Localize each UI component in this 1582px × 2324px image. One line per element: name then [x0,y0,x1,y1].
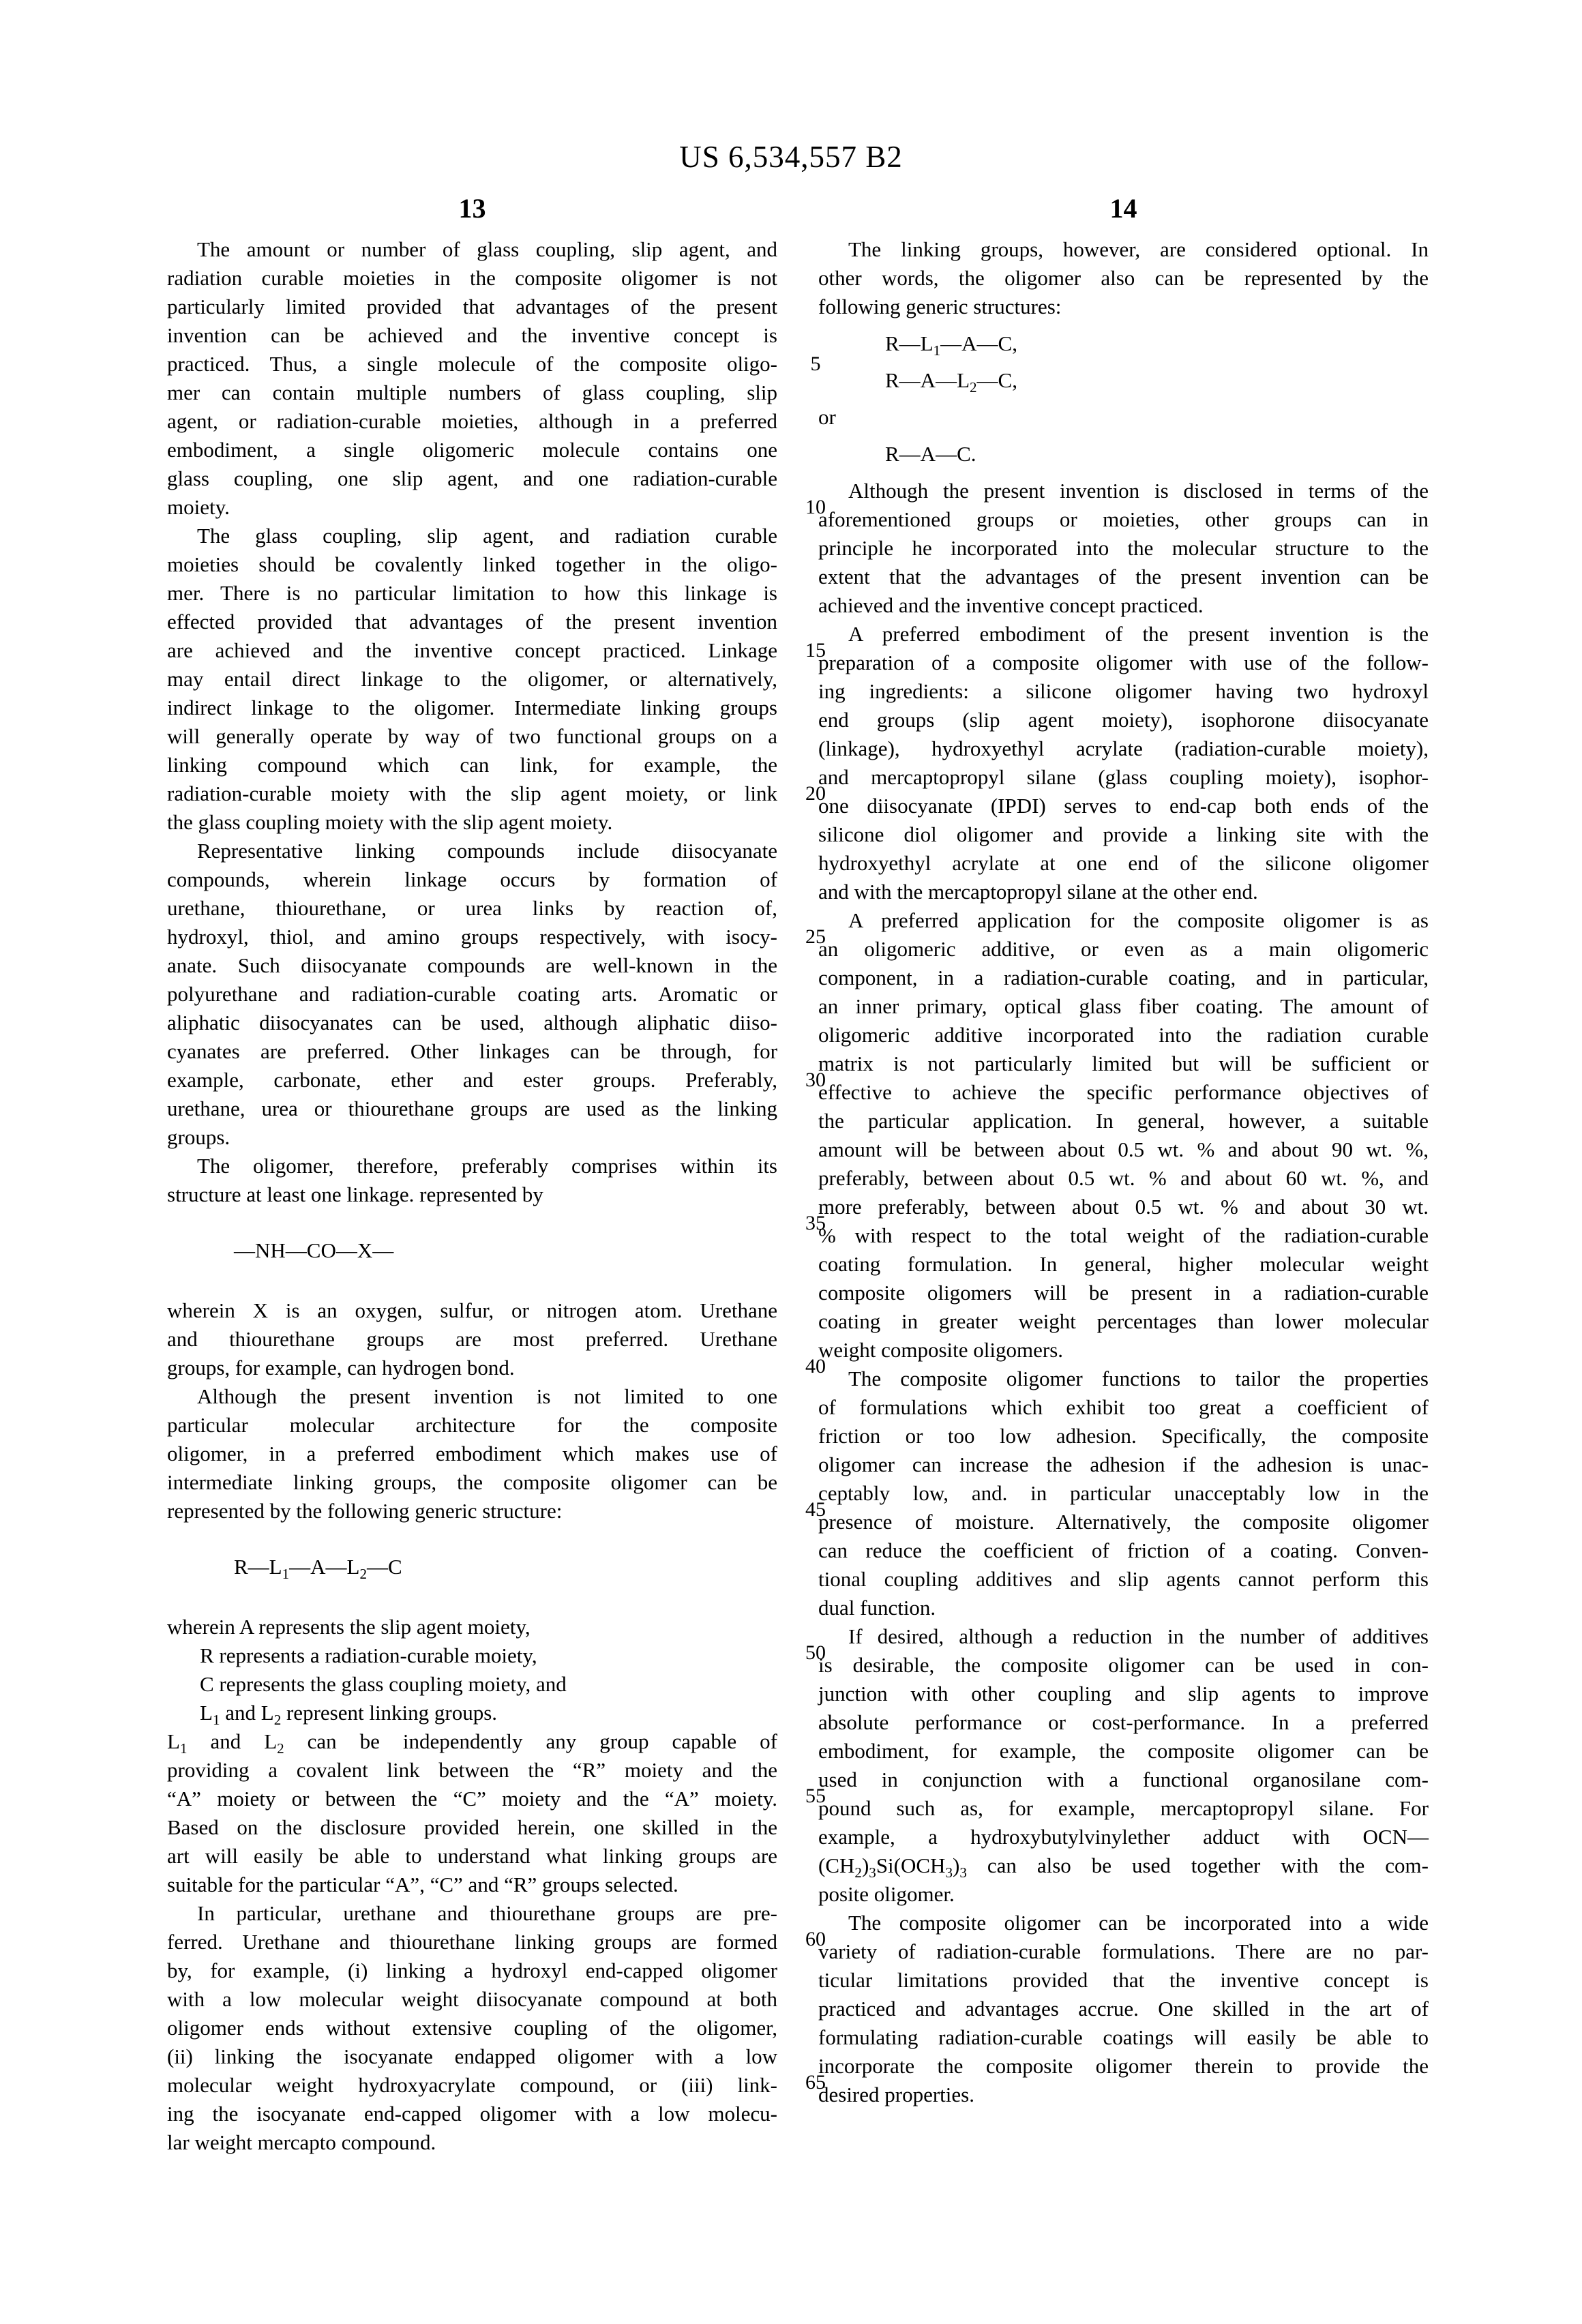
text-line: component, in a radiation-curable coating, and in particular, [818,966,1429,989]
text-line: weight composite oligomers. [818,1338,1064,1362]
text-line: oligomer, in a preferred embodiment which makes use of [167,1442,777,1465]
text-line: The glass coupling, slip agent, and radiation curable [197,524,777,548]
text-line: embodiment, a single oligomeric molecule contains one [167,438,777,462]
text-line: lar weight mercapto compound. [167,2130,436,2154]
text-line: used in conjunction with a functional organosilane com- [818,1768,1429,1791]
text-line: wherein A represents the slip agent moiety, [167,1615,531,1639]
text-line: can reduce the coefficient of friction of a coating. Conven- [818,1538,1429,1562]
text-line: moieties should be covalently linked together in the oligo- [167,552,777,576]
text-line: providing a covalent link between the “R” moiety and the [167,1758,777,1782]
line-number: 10 [805,496,826,518]
text-line: example, carbonate, ether and ester groups. Preferably, [167,1068,777,1092]
text-line: ceptably low, and. in particular unacceptably low in the [818,1481,1429,1505]
line-number: 20 [805,782,826,805]
line-number: 55 [805,1785,826,1807]
text-line: the particular application. In general, however, a suitable [818,1109,1429,1133]
column-number-left: 13 [458,193,486,224]
line-number: 30 [805,1069,826,1091]
text-line: ticular limitations provided that the inventive concept is [818,1968,1429,1992]
text-line: groups, for example, can hydrogen bond. [167,1356,515,1380]
text-line: dual function. [818,1596,936,1620]
line-number: 45 [805,1498,826,1521]
line-number: 5 [810,353,821,375]
text-line: particularly limited provided that advantages of the present [167,295,777,318]
text-line: A preferred application for the composite oligomer is as [848,908,1429,932]
text-line: achieved and the inventive concept practiced. [818,593,1204,617]
text-line: friction or too low adhesion. Specifically, the composite [818,1424,1429,1448]
text-line: hydroxyethyl acrylate at one end of the silicone oligomer [818,851,1429,875]
text-line: linking compound which can link, for example, the [167,753,777,777]
text-line: with a low molecular weight diisocyanate compound at both [167,1987,777,2011]
formula-line: R—A—C. [885,442,976,466]
text-line: hydroxyl, thiol, and amino groups respectively, with isocy- [167,925,777,949]
text-line: desired properties. [818,2083,974,2106]
text-line: more preferably, between about 0.5 wt. % and about 30 wt. [818,1195,1429,1219]
text-line: Based on the disclosure provided herein, one skilled in the [167,1815,777,1839]
patent-number: US 6,534,557 B2 [679,140,903,174]
text-line: % with respect to the total weight of the radiation-curable [818,1223,1429,1247]
text-line: is desirable, the composite oligomer can be used in con- [818,1653,1429,1677]
text-line: preparation of a composite oligomer with use of the follow- [818,651,1429,674]
line-number: 50 [805,1641,826,1664]
text-line: effective to achieve the specific performance objectives of [818,1080,1429,1104]
text-line: ing the isocyanate end-capped oligomer with a low molecu- [167,2102,777,2126]
text-line: urethane, urea or thiourethane groups are used as the linking [167,1097,777,1120]
text-line: extent that the advantages of the present invention can be [818,565,1429,589]
text-line: and thiourethane groups are most preferred. Urethane [167,1327,777,1351]
text-line: coating formulation. In general, higher molecular weight [818,1252,1429,1276]
text-line: suitable for the particular “A”, “C” and “R” groups selected. [167,1873,678,1896]
text-line: $(CH_2)_3Si(OCH_3)_3$ can also be used together with the com- [818,1853,1429,1881]
text-line: particular molecular architecture for the composite [167,1413,777,1437]
text-line: cyanates are preferred. Other linkages can be through, for [167,1039,777,1063]
text-line: The linking groups, however, are considered optional. In [848,237,1429,261]
line-number: 65 [805,2071,826,2094]
text-line: by, for example, (i) linking a hydroxyl end-capped oligomer [167,1958,777,1982]
text-line: amount will be between about 0.5 wt. % and about 90 wt. %, [818,1137,1429,1161]
line-number: 35 [805,1212,826,1234]
text-line: radiation-curable moiety with the slip agent moiety, or link [167,781,777,805]
text-line: radiation curable moieties in the composite oligomer is not [167,266,777,290]
text-line: oligomeric additive incorporated into the radiation curable [818,1023,1429,1047]
text-line: aliphatic diisocyanates can be used, although aliphatic diiso- [167,1011,777,1034]
text-line: The amount or number of glass coupling, slip agent, and [197,237,777,261]
text-line: $L_1$ and $L_2$ can be independently any group capable of [167,1729,777,1757]
text-line: (linkage), hydroxyethyl acrylate (radiation-curable moiety), [818,736,1429,760]
text-line: compounds, wherein linkage occurs by formation of [167,867,777,891]
text-line: intermediate linking groups, the composite oligomer can be [167,1470,777,1494]
text-line: incorporate the composite oligomer therein to provide the [818,2054,1429,2078]
text-line: glass coupling, one slip agent, and one radiation-curable [167,466,777,490]
text-line: art will easily be able to understand what linking groups are [167,1844,777,1868]
text-line: matrix is not particularly limited but will be sufficient or [818,1052,1429,1075]
text-line: indirect linkage to the oligomer. Intermediate linking groups [167,696,777,719]
text-line: moiety. [167,495,230,519]
line-number: 25 [805,925,826,948]
text-line: example, a hydroxybutylvinylether adduct with OCN— [818,1825,1429,1849]
text-line: silicone diol oligomer and provide a linking site with the [818,822,1429,846]
text-line: represented by the following generic structure: [167,1499,563,1523]
text-line: The oligomer, therefore, preferably comprises within its [197,1154,777,1178]
text-line: Although the present invention is not limited to one [197,1384,777,1408]
text-line: pound such as, for example, mercaptopropyl silane. For [818,1796,1429,1820]
text-line: one diisocyanate (IPDI) serves to end-cap both ends of the [818,794,1429,818]
line-number: 15 [805,639,826,661]
text-line: $L_1$ and $L_2$ represent linking groups. [200,1701,498,1729]
text-line: of formulations which exhibit too great a coefficient of [818,1395,1429,1419]
text-line: preferably, between about 0.5 wt. % and about 60 wt. %, and [818,1166,1429,1190]
text-line: composite oligomers will be present in a radiation-curable [818,1281,1429,1305]
text-line: polyurethane and radiation-curable coating arts. Aromatic or [167,982,777,1006]
text-line: variety of radiation-curable formulations. There are no par- [818,1939,1429,1963]
text-line: oligomer ends without extensive coupling of the oligomer, [167,2016,777,2040]
text-line: groups. [167,1125,230,1149]
text-line: other words, the oligomer also can be represented by the [818,266,1429,290]
text-line: oligomer can increase the adhesion if the adhesion is unac- [818,1452,1429,1476]
text-line: ing ingredients: a silicone oligomer having two hydroxyl [818,679,1429,703]
formula-line: $R—L_1—A—L_2—C$ [234,1555,402,1583]
text-line: The composite oligomer functions to tailor the properties [848,1367,1429,1390]
text-line: are achieved and the inventive concept practiced. Linkage [167,638,777,662]
text-line: Although the present invention is disclosed in terms of the [848,479,1429,503]
text-line: practiced and advantages accrue. One skilled in the art of [818,1997,1429,2021]
text-line: (ii) linking the isocyanate endapped oligomer with a low [167,2044,777,2068]
text-line: and with the mercaptopropyl silane at the other end. [818,880,1258,904]
formula-line: —NH—CO—X— [234,1238,394,1262]
text-line: coating in greater weight percentages than lower molecular [818,1309,1429,1333]
text-line: following generic structures: [818,295,1062,318]
text-line: In particular, urethane and thiourethane groups are pre- [197,1901,777,1925]
text-line: effected provided that advantages of the present invention [167,610,777,634]
text-line: mer. There is no particular limitation to how this linkage is [167,581,777,605]
text-line: the glass coupling moiety with the slip agent moiety. [167,810,613,834]
text-line: practiced. Thus, a single molecule of the composite oligo- [167,352,777,376]
text-line: aforementioned groups or moieties, other groups can in [818,507,1429,531]
text-line: structure at least one linkage. represented by [167,1182,543,1206]
text-line: or [818,405,836,429]
text-line: tional coupling additives and slip agents cannot perform this [818,1567,1429,1591]
text-line: anate. Such diisocyanate compounds are well-known in the [167,953,777,977]
column-number-right: 14 [1109,193,1137,224]
text-line: urethane, thiourethane, or urea links by reaction of, [167,896,777,920]
text-line: R represents a radiation-curable moiety, [200,1643,537,1667]
text-line: absolute performance or cost-performance. In a preferred [818,1710,1429,1734]
column-right-text [818,235,1429,2109]
text-line: principle he incorporated into the molecular structure to the [818,536,1429,560]
text-line: wherein X is an oxygen, sulfur, or nitrogen atom. Urethane [167,1298,777,1322]
column-left-text [167,235,777,2157]
text-line: Representative linking compounds include diisocyanate [197,839,777,863]
text-line: and mercaptopropyl silane (glass coupling moiety), isophor- [818,765,1429,789]
formula-line: $R—L_1—A—C$, [885,331,1017,359]
text-line: molecular weight hydroxyacrylate compound, or (iii) link- [167,2073,777,2097]
text-line: mer can contain multiple numbers of glass coupling, slip [167,381,777,404]
text-line: The composite oligomer can be incorporated into a wide [848,1911,1429,1935]
text-line: invention can be achieved and the inventive concept is [167,323,777,347]
text-line: If desired, although a reduction in the number of additives [848,1624,1429,1648]
text-line: end groups (slip agent moiety), isophorone diisocyanate [818,708,1429,732]
text-line: presence of moisture. Alternatively, the composite oligomer [818,1510,1429,1534]
text-line: C represents the glass coupling moiety, and [200,1672,567,1696]
text-line: an inner primary, optical glass fiber coating. The amount of [818,994,1429,1018]
text-line: A preferred embodiment of the present invention is the [848,622,1429,646]
text-line: “A” moiety or between the “C” moiety and the “A” moiety. [167,1787,777,1811]
text-line: agent, or radiation-curable moieties, although in a preferred [167,409,777,433]
text-line: will generally operate by way of two functional groups on a [167,724,777,748]
text-line: formulating radiation-curable coatings will easily be able to [818,2025,1429,2049]
line-number: 60 [805,1928,826,1950]
formula-line: $R—A—L_2—C$, [885,368,1017,396]
text-line: may entail direct linkage to the oligomer, or alternatively, [167,667,777,691]
text-line: ferred. Urethane and thiourethane linking groups are formed [167,1930,777,1954]
text-line: junction with other coupling and slip agents to improve [818,1682,1429,1705]
text-line: embodiment, for example, the composite oligomer can be [818,1739,1429,1763]
text-line: an oligomeric additive, or even as a main oligomeric [818,937,1429,961]
text-line: posite oligomer. [818,1882,955,1906]
line-number: 40 [805,1355,826,1377]
